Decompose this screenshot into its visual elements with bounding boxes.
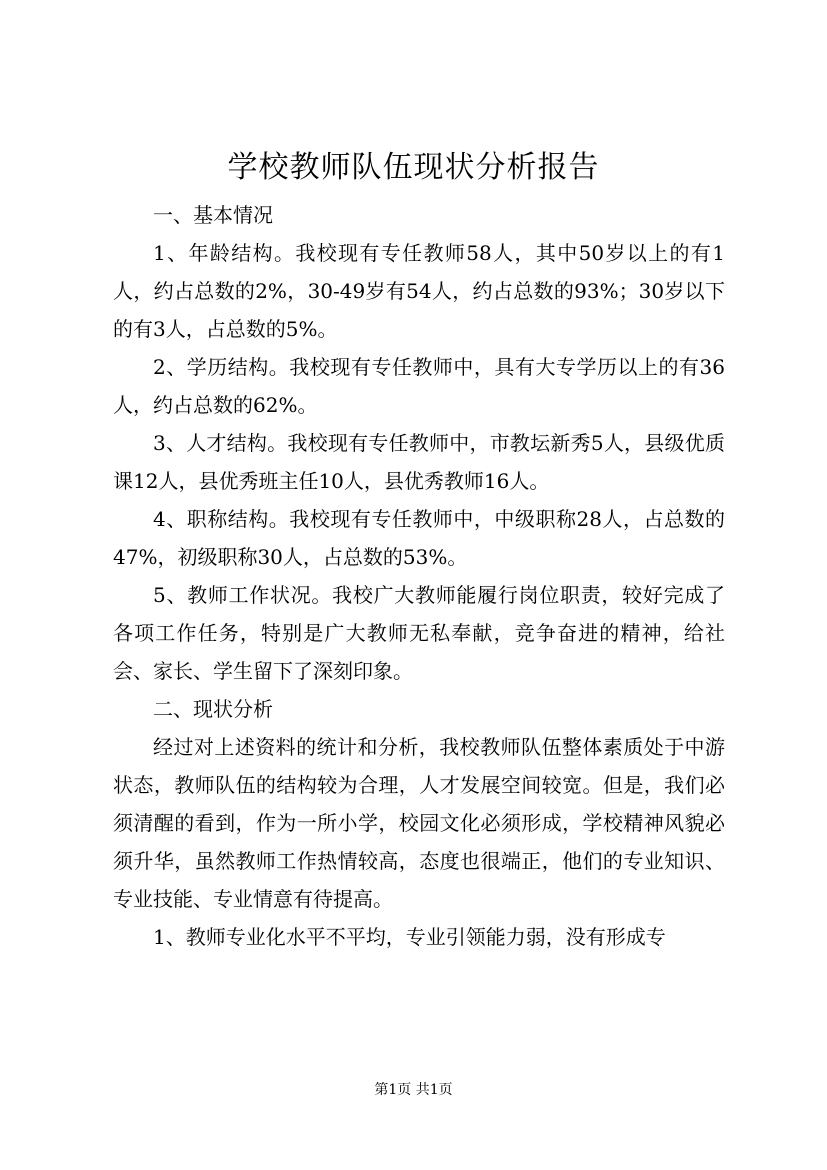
section-heading: 一、基本情况 — [153, 203, 273, 227]
document-title: 学校教师队伍现状分析报告 — [227, 150, 600, 185]
paragraph: 1、年龄结构。我校现有专任教师58人，其中50岁以上的有1人，约占总数的2%，30-49岁有54人，约占总数的93%；30岁以下的有3人，占总数的5%。 — [113, 241, 725, 341]
paragraph: 4、职称结构。我校现有专任教师中，中级职称28人，占总数的47%，初级职称30人，占总数的53%。 — [113, 507, 725, 569]
document-body — [113, 196, 725, 956]
paragraph: 2、学历结构。我校现有专任教师中，具有大专学历以上的有36人，约占总数的62%。 — [113, 355, 725, 417]
section-heading: 二、现状分析 — [153, 697, 273, 721]
page-number-footer: 第1页 共1页 — [374, 1082, 453, 1098]
paragraph: 3、人才结构。我校现有专任教师中，市教坛新秀5人，县级优质课12人，县优秀班主任10人，县优秀教师16人。 — [113, 431, 725, 493]
paragraph: 5、教师工作状况。我校广大教师能履行岗位职责，较好完成了各项工作任务，特别是广大教师无私奉献，竞争奋进的精神，给社会、家长、学生留下了深刻印象。 — [113, 583, 725, 683]
paragraph: 经过对上述资料的统计和分析，我校教师队伍整体素质处于中游状态，教师队伍的结构较为合理，人才发展空间较宽。但是，我们必须清醒的看到，作为一所小学，校园文化必须形成，学校精神风貌必须升华，虽然教师工作热情较高，态度也很端正，他们的专业知识、专业技能、专业情意有待提高。 — [113, 735, 725, 911]
paragraph: 1、教师专业化水平不平均，专业引领能力弱，没有形成专 — [153, 925, 666, 949]
